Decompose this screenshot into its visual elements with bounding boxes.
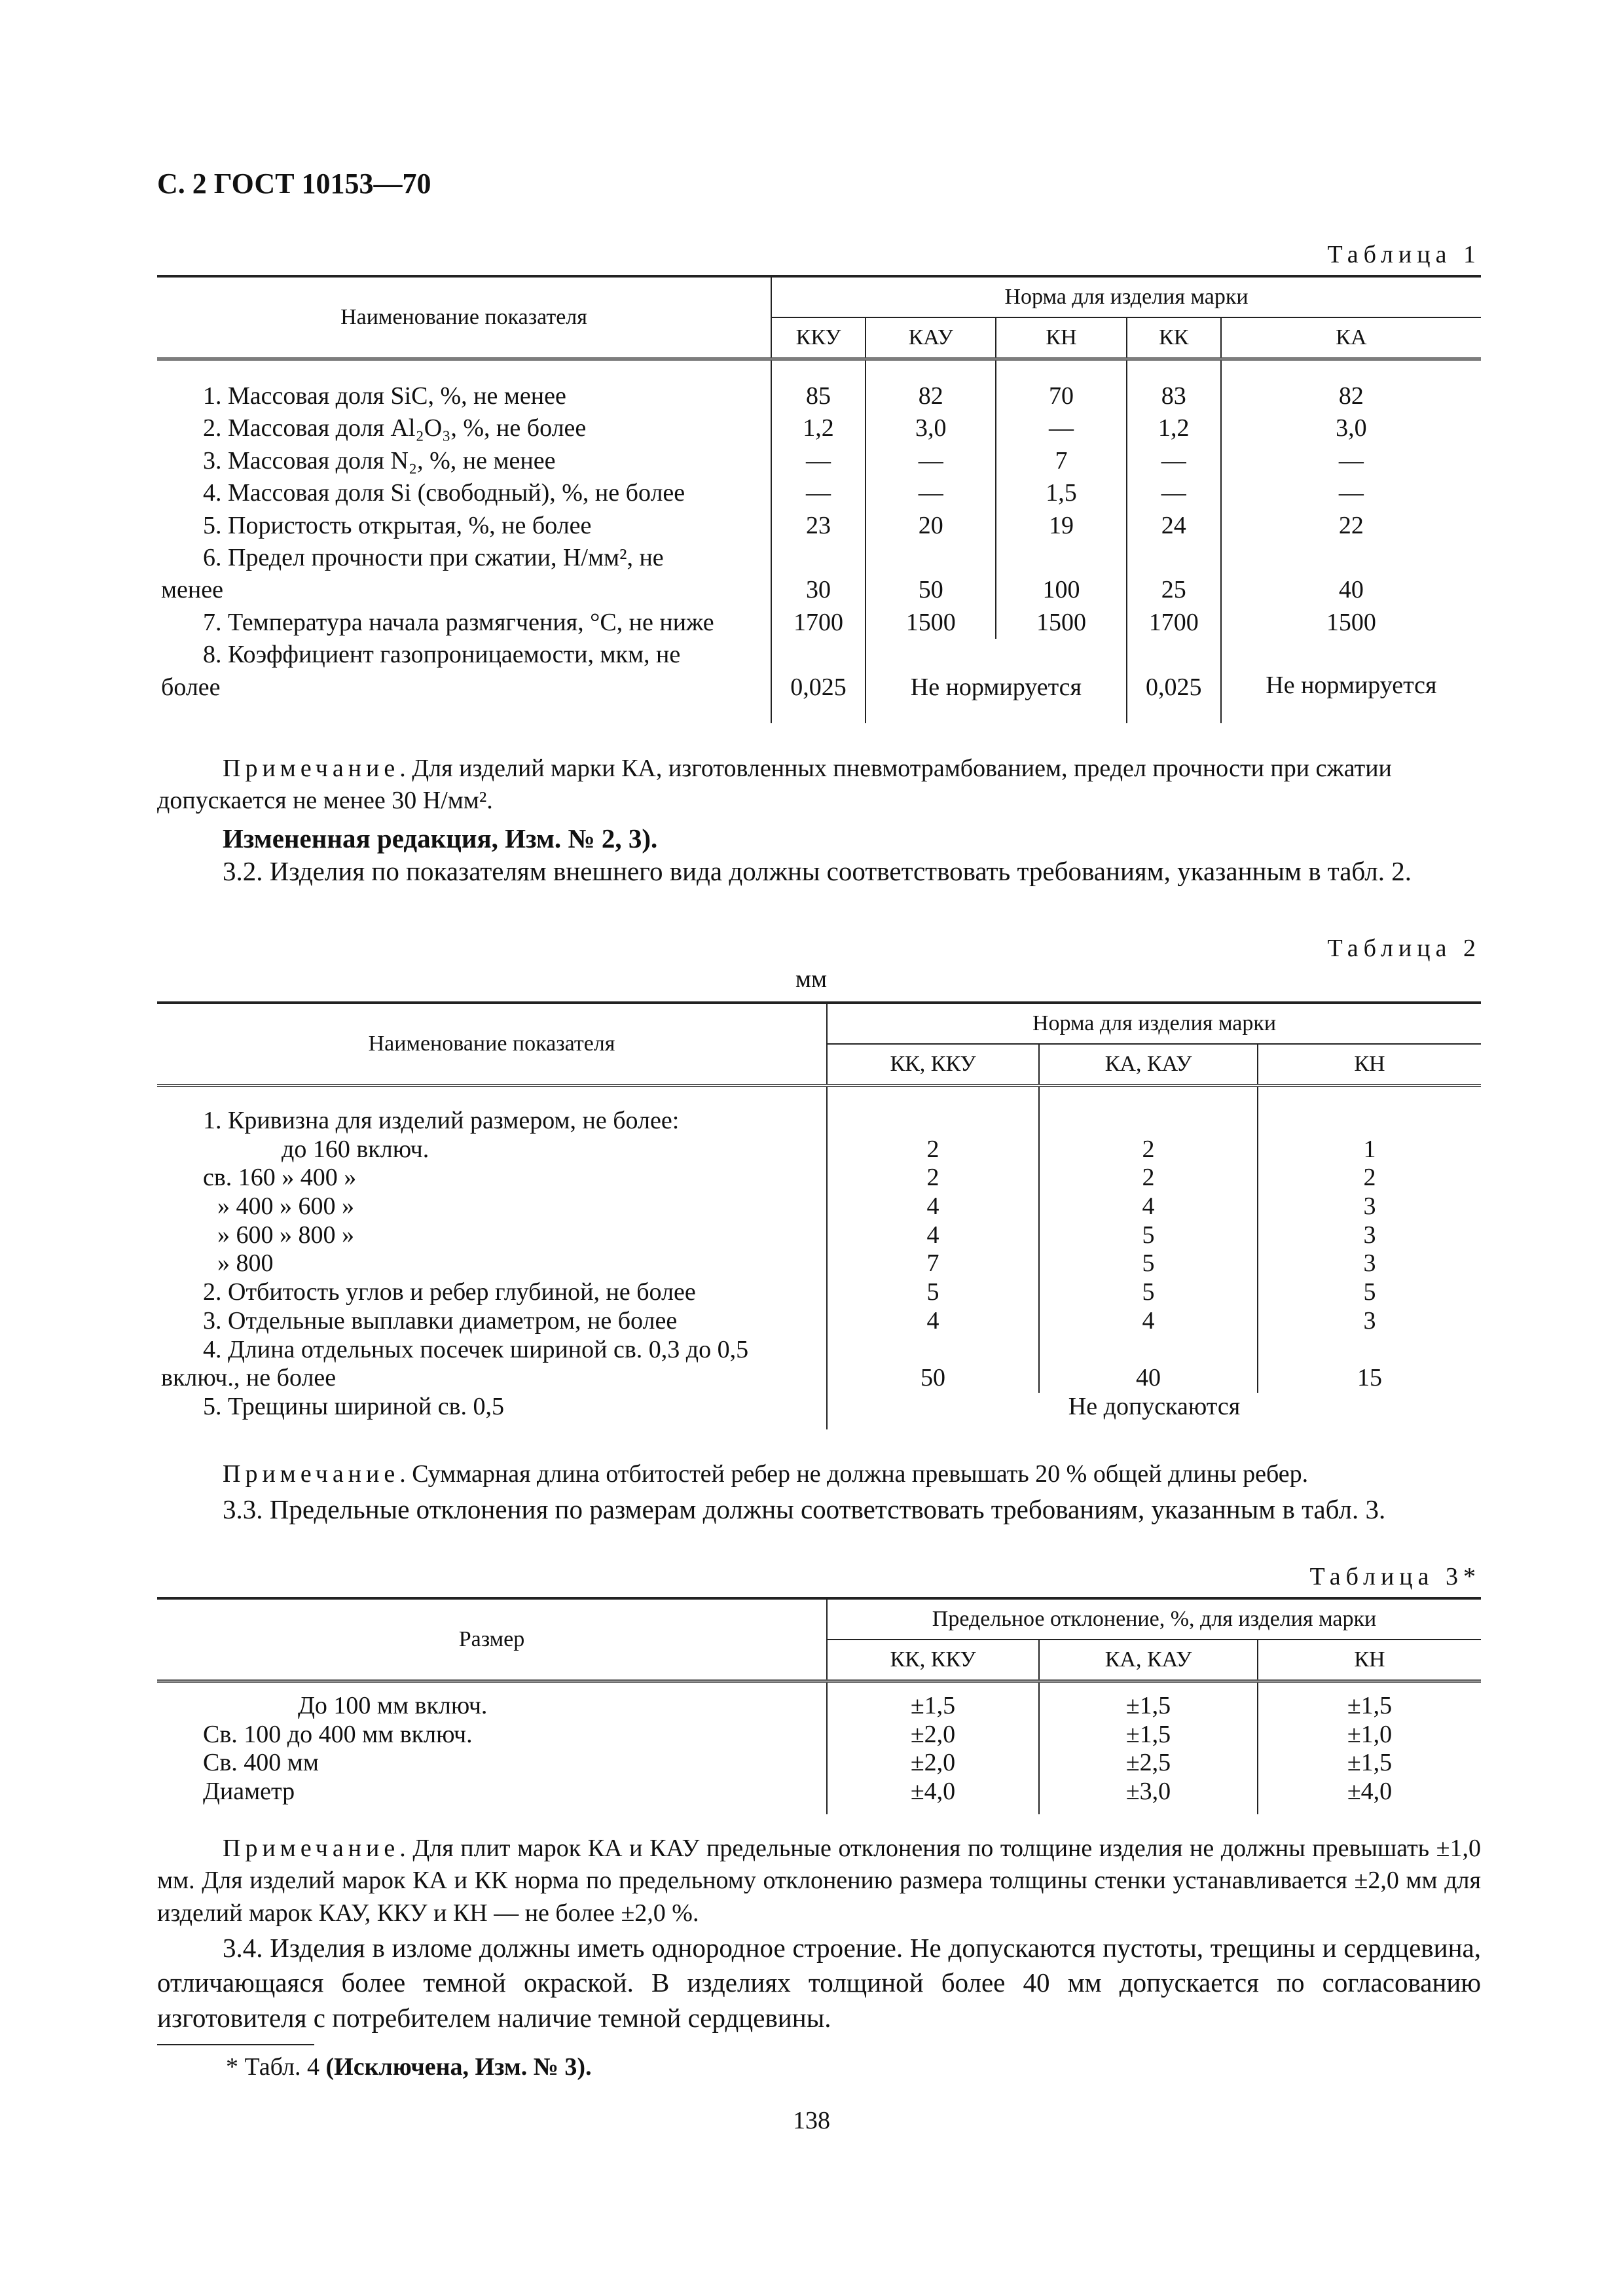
page-header: С. 2 ГОСТ 10153—70 [157, 168, 431, 200]
table-row: 1. Кривизна для изделий размером, не более: [157, 1086, 1481, 1136]
table1 [157, 275, 1481, 723]
table-row: » 400 » 600 » 4 4 3 [157, 1193, 1481, 1221]
table1-note: Примечание. Для изделий марки КА, изготовленных пневмотрамбованием, предел прочности при сжатии допускается не менее 30 Н/мм². [157, 755, 1392, 815]
table-row: 2. Массовая доля Al₂O₃, %, не более 1,2 3,0 — 1,2 3,0 [157, 412, 1481, 444]
table-row: 5. Пористость открытая, %, не более 23 20 19 24 22 [157, 510, 1481, 542]
table3-note: Примечание. Для плит марок КА и КАУ предельные отклонения по толщине изделия не должны превышать ±1,0 мм. Для изделий марок КА и КК норма по предельному отклонению размера толщины стенки устанавливается ±2,0 мм для изделий марок КАУ, ККУ и КН — не более ±2,0 %. [157, 1835, 1481, 1927]
table1-col-kku: ККУ [771, 317, 866, 359]
table2-col-name: Наименование показателя [368, 1031, 615, 1056]
table2-group-header: Норма для изделия марки [827, 1003, 1481, 1044]
table-row: До 100 мм включ. ±1,5 ±1,5 ±1,5 [157, 1681, 1481, 1721]
table3 [157, 1597, 1481, 1814]
table-row: 6. Предел прочности при сжатии, Н/мм², не менее 30 50 100 25 40 [157, 542, 1481, 607]
table3-caption: Таблица 3* [1309, 1563, 1481, 1590]
table-row: Св. 100 до 400 мм включ. ±2,0 ±1,5 ±1,0 [157, 1721, 1481, 1749]
table-row: » 800 7 5 3 [157, 1249, 1481, 1278]
page-number: 138 [793, 2107, 830, 2134]
footnote-divider [157, 2044, 314, 2045]
table1-col-ka: КА [1221, 317, 1481, 359]
table-row: св. 160 » 400 » 2 2 2 [157, 1164, 1481, 1193]
table2-note: Примечание. Суммарная длина отбитостей ребер не должна превышать 20 % общей длины ребер. [223, 1460, 1309, 1488]
table3-col-kn: КН [1258, 1640, 1481, 1681]
table-row: 1. Массовая доля SiC, %, не менее 85 82 70 83 82 [157, 359, 1481, 413]
table2-col-kn: КН [1258, 1044, 1481, 1086]
table3-col-name: Размер [458, 1626, 525, 1651]
table-row: » 600 » 800 » 4 5 3 [157, 1221, 1481, 1250]
table2-col-kk-kku: КК, ККУ [827, 1044, 1039, 1086]
table-row: 3. Массовая доля N₂, %, не менее — — 7 — — [157, 445, 1481, 477]
table1-col-kk: КК [1127, 317, 1221, 359]
table2-caption: Таблица 2 [1327, 935, 1481, 962]
table-row: 3. Отдельные выплавки диаметром, не более 4 4 3 [157, 1307, 1481, 1336]
table-row: 4. Массовая доля Si (свободный), %, не более — — 1,5 — — [157, 477, 1481, 509]
table3-col-ka-kau: КА, КАУ [1039, 1640, 1258, 1681]
table1-caption: Таблица 1 [1327, 241, 1481, 268]
table-row: 8. Коэффициент газопроницаемости, мкм, не более 0,025 Не нормируется 0,025 Не нормируется [157, 639, 1481, 723]
table2-col-ka-kau: КА, КАУ [1039, 1044, 1258, 1086]
table-row: 7. Температура начала размягчения, °С, не ниже 1700 1500 1500 1700 1500 [157, 607, 1481, 639]
table1-col-kn: КН [996, 317, 1126, 359]
paragraph-3-4: 3.4. Изделия в изломе должны иметь однородное строение. Не допускаются пустоты, трещины и сердцевина, отличающаяся более темной окраской. В изделиях толщиной более 40 мм допускается по согласованию изготовителя с потребителем наличие темной сердцевины. [157, 1933, 1481, 2033]
table-row: 2. Отбитость углов и ребер глубиной, не более 5 5 5 [157, 1278, 1481, 1307]
table1-col-kau: КАУ [866, 317, 996, 359]
amendment-note: Измененная редакция, Изм. № 2, 3). [223, 823, 658, 853]
table1-group-header: Норма для изделия марки [771, 276, 1481, 317]
table2 [157, 1001, 1481, 1429]
table2-unit: мм [795, 965, 828, 993]
table-row: Св. 400 мм ±2,0 ±2,5 ±1,5 [157, 1749, 1481, 1778]
paragraph-3-2: 3.2. Изделия по показателям внешнего вида должны соответствовать требованиям, указанным в табл. 2. [223, 856, 1412, 886]
paragraph-3-3: 3.3. Предельные отклонения по размерам должны соответствовать требованиям, указанным в табл. 3. [223, 1494, 1386, 1524]
table-row: 5. Трещины шириной св. 0,5 Не допускаются [157, 1393, 1481, 1429]
table3-col-kk-kku: КК, ККУ [827, 1640, 1039, 1681]
table3-group-header: Предельное отклонение, %, для изделия марки [827, 1598, 1481, 1640]
table-row: до 160 включ. 2 2 1 [157, 1136, 1481, 1164]
table-row: 4. Длина отдельных посечек шириной св. 0,3 до 0,5 включ., не более 50 40 15 [157, 1336, 1481, 1393]
footnote: * Табл. 4 (Исключена, Изм. № 3). [226, 2053, 592, 2081]
table-row: Диаметр ±4,0 ±3,0 ±4,0 [157, 1778, 1481, 1814]
table1-col-name: Наименование показателя [340, 304, 587, 329]
